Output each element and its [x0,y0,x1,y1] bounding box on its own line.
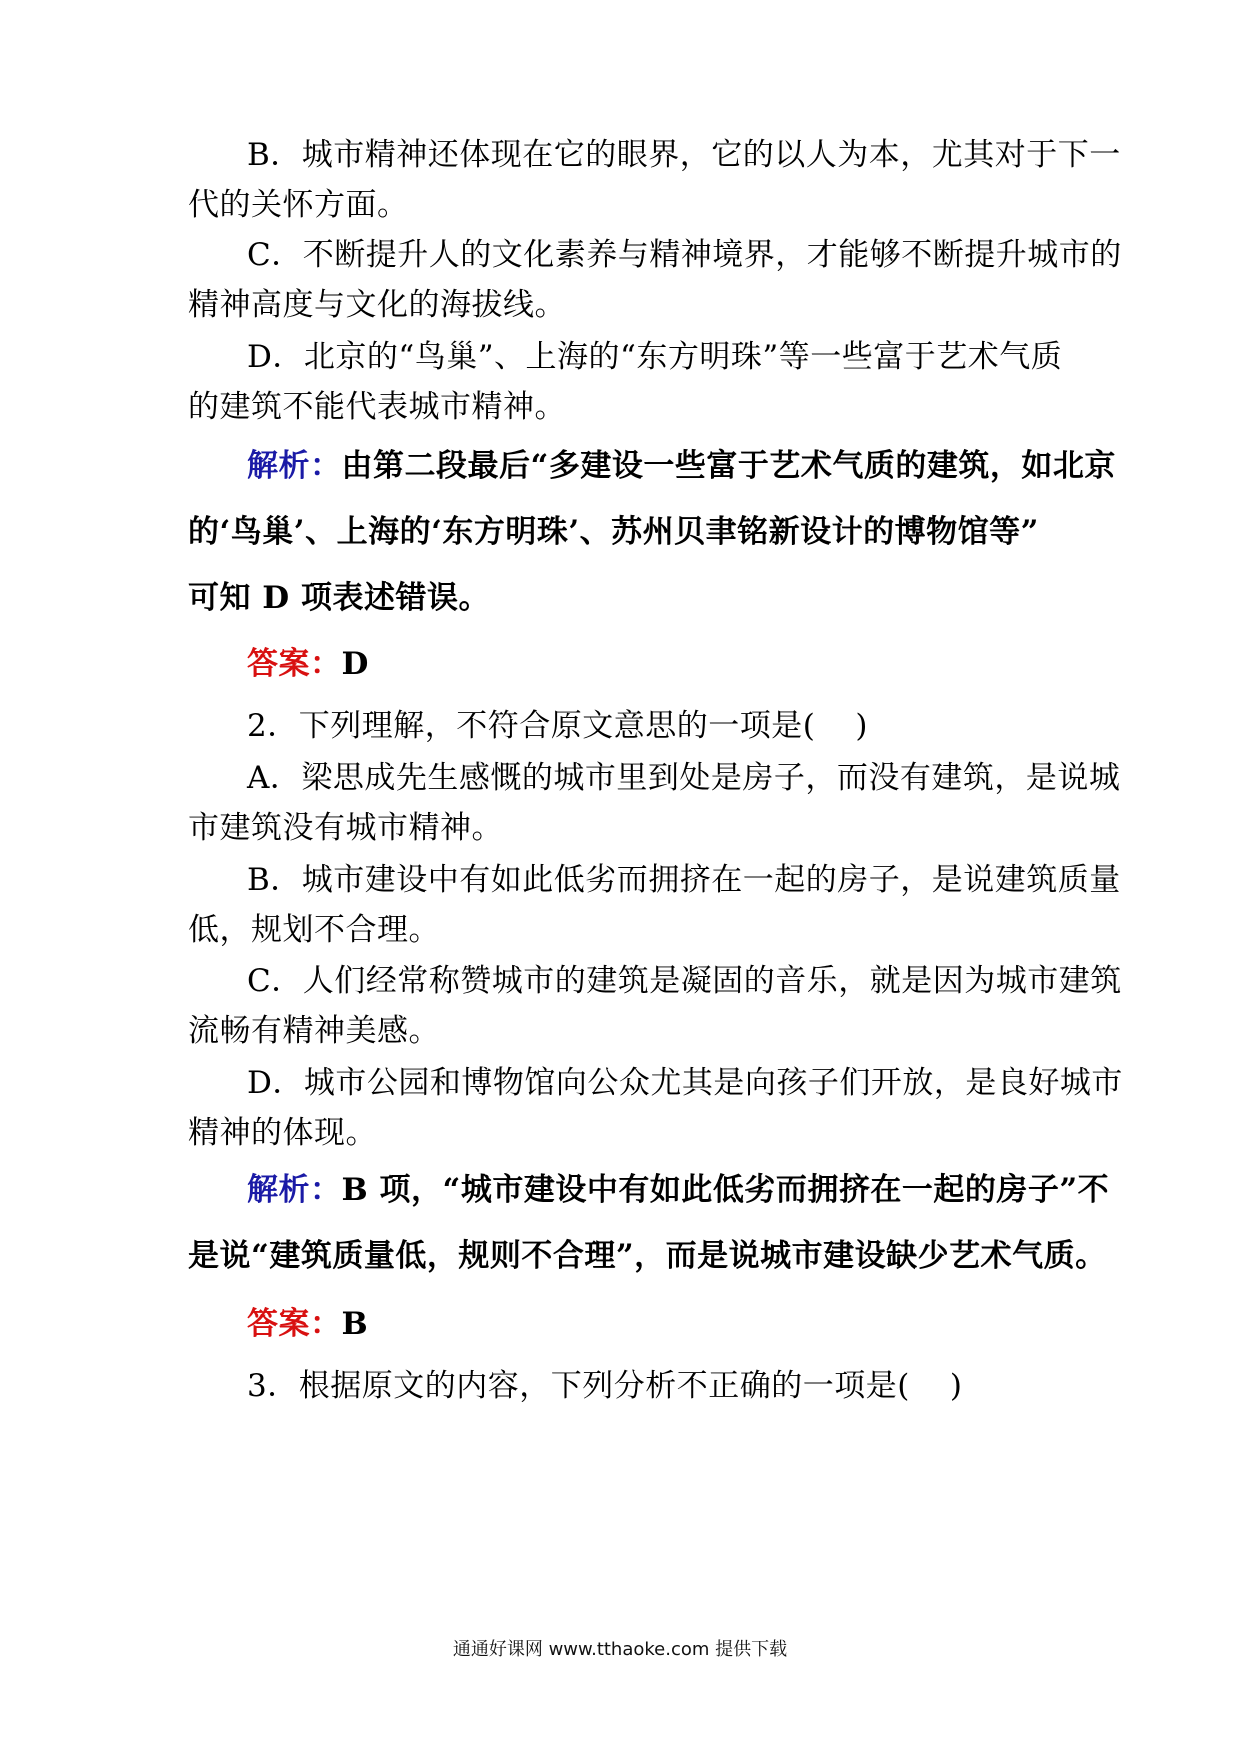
q2-analysis-line2: 是说“建筑质量低，规则不合理”，而是说城市建设缺少艺术气质。 [188,1238,1107,1274]
q3-stem-close: ) [949,1368,963,1404]
q1-analysis-text: 由第二段最后“多建设一些富于艺术气质的建筑，如北京 [341,448,1116,484]
q1-option-b-line2: 代的关怀方面。 [188,187,409,223]
q1-option-d-line1: D．北京的“鸟巢”、上海的“东方明珠”等一些富于艺术气质 [247,339,1063,375]
answer-label: 答案： [247,1306,342,1342]
q2-option-a-line1: A．梁思成先生感慨的城市里到处是房子，而没有建筑，是说城 [247,760,1121,796]
q2-analysis-text: B 项，“城市建设中有如此低劣而拥挤在一起的房子”不 [341,1172,1110,1208]
q2-option-b-line1: B．城市建设中有如此低劣而拥挤在一起的房子，是说建筑质量 [247,862,1121,898]
q1-analysis-line1 [247,446,1116,486]
analysis-label: 解析： [247,1172,342,1208]
analysis-label: 解析： [247,448,342,484]
q2-analysis-line1 [247,1170,1109,1210]
q1-option-c-line1: C．不断提升人的文化素养与精神境界，才能够不断提升城市的 [247,237,1122,273]
q3-stem [247,1366,962,1406]
q1-answer-value: D [341,646,369,682]
q2-option-d-line2: 精神的体现。 [188,1115,377,1151]
q2-stem-close: ) [855,708,868,744]
q2-option-b-line2: 低，规划不合理。 [188,912,440,948]
q1-answer [247,644,369,684]
q2-option-c-line1: C．人们经常称赞城市的建筑是凝固的音乐，就是因为城市建筑 [247,963,1122,999]
q1-analysis-line2: 的‘鸟巢’、上海的‘东方明珠’、苏州贝聿铭新设计的博物馆等” [188,514,1039,550]
q2-stem [247,706,868,746]
page-footer: 通通好课网 www.tthaoke.com 提供下载 [452,1639,788,1660]
q2-option-a-line2: 市建筑没有城市精神。 [188,810,503,846]
q2-answer-value: B [341,1306,369,1342]
q1-option-b-line1: B．城市精神还体现在它的眼界，它的以人为本，尤其对于下一 [247,137,1121,173]
q2-option-d-line1: D．城市公园和博物馆向公众尤其是向孩子们开放，是良好城市 [247,1065,1123,1101]
q2-answer [247,1304,368,1344]
q1-analysis-line3: 可知 D 项表述错误。 [188,580,490,616]
q1-option-c-line2: 精神高度与文化的海拔线。 [188,287,566,323]
answer-label: 答案： [247,646,342,682]
q2-stem-text: 2．下列理解，不符合原文意思的一项是( [247,708,816,744]
q2-option-c-line2: 流畅有精神美感。 [188,1013,440,1049]
q3-stem-text: 3．根据原文的内容，下列分析不正确的一项是( [247,1368,910,1404]
q1-option-d-line2: 的建筑不能代表城市精神。 [188,389,566,425]
